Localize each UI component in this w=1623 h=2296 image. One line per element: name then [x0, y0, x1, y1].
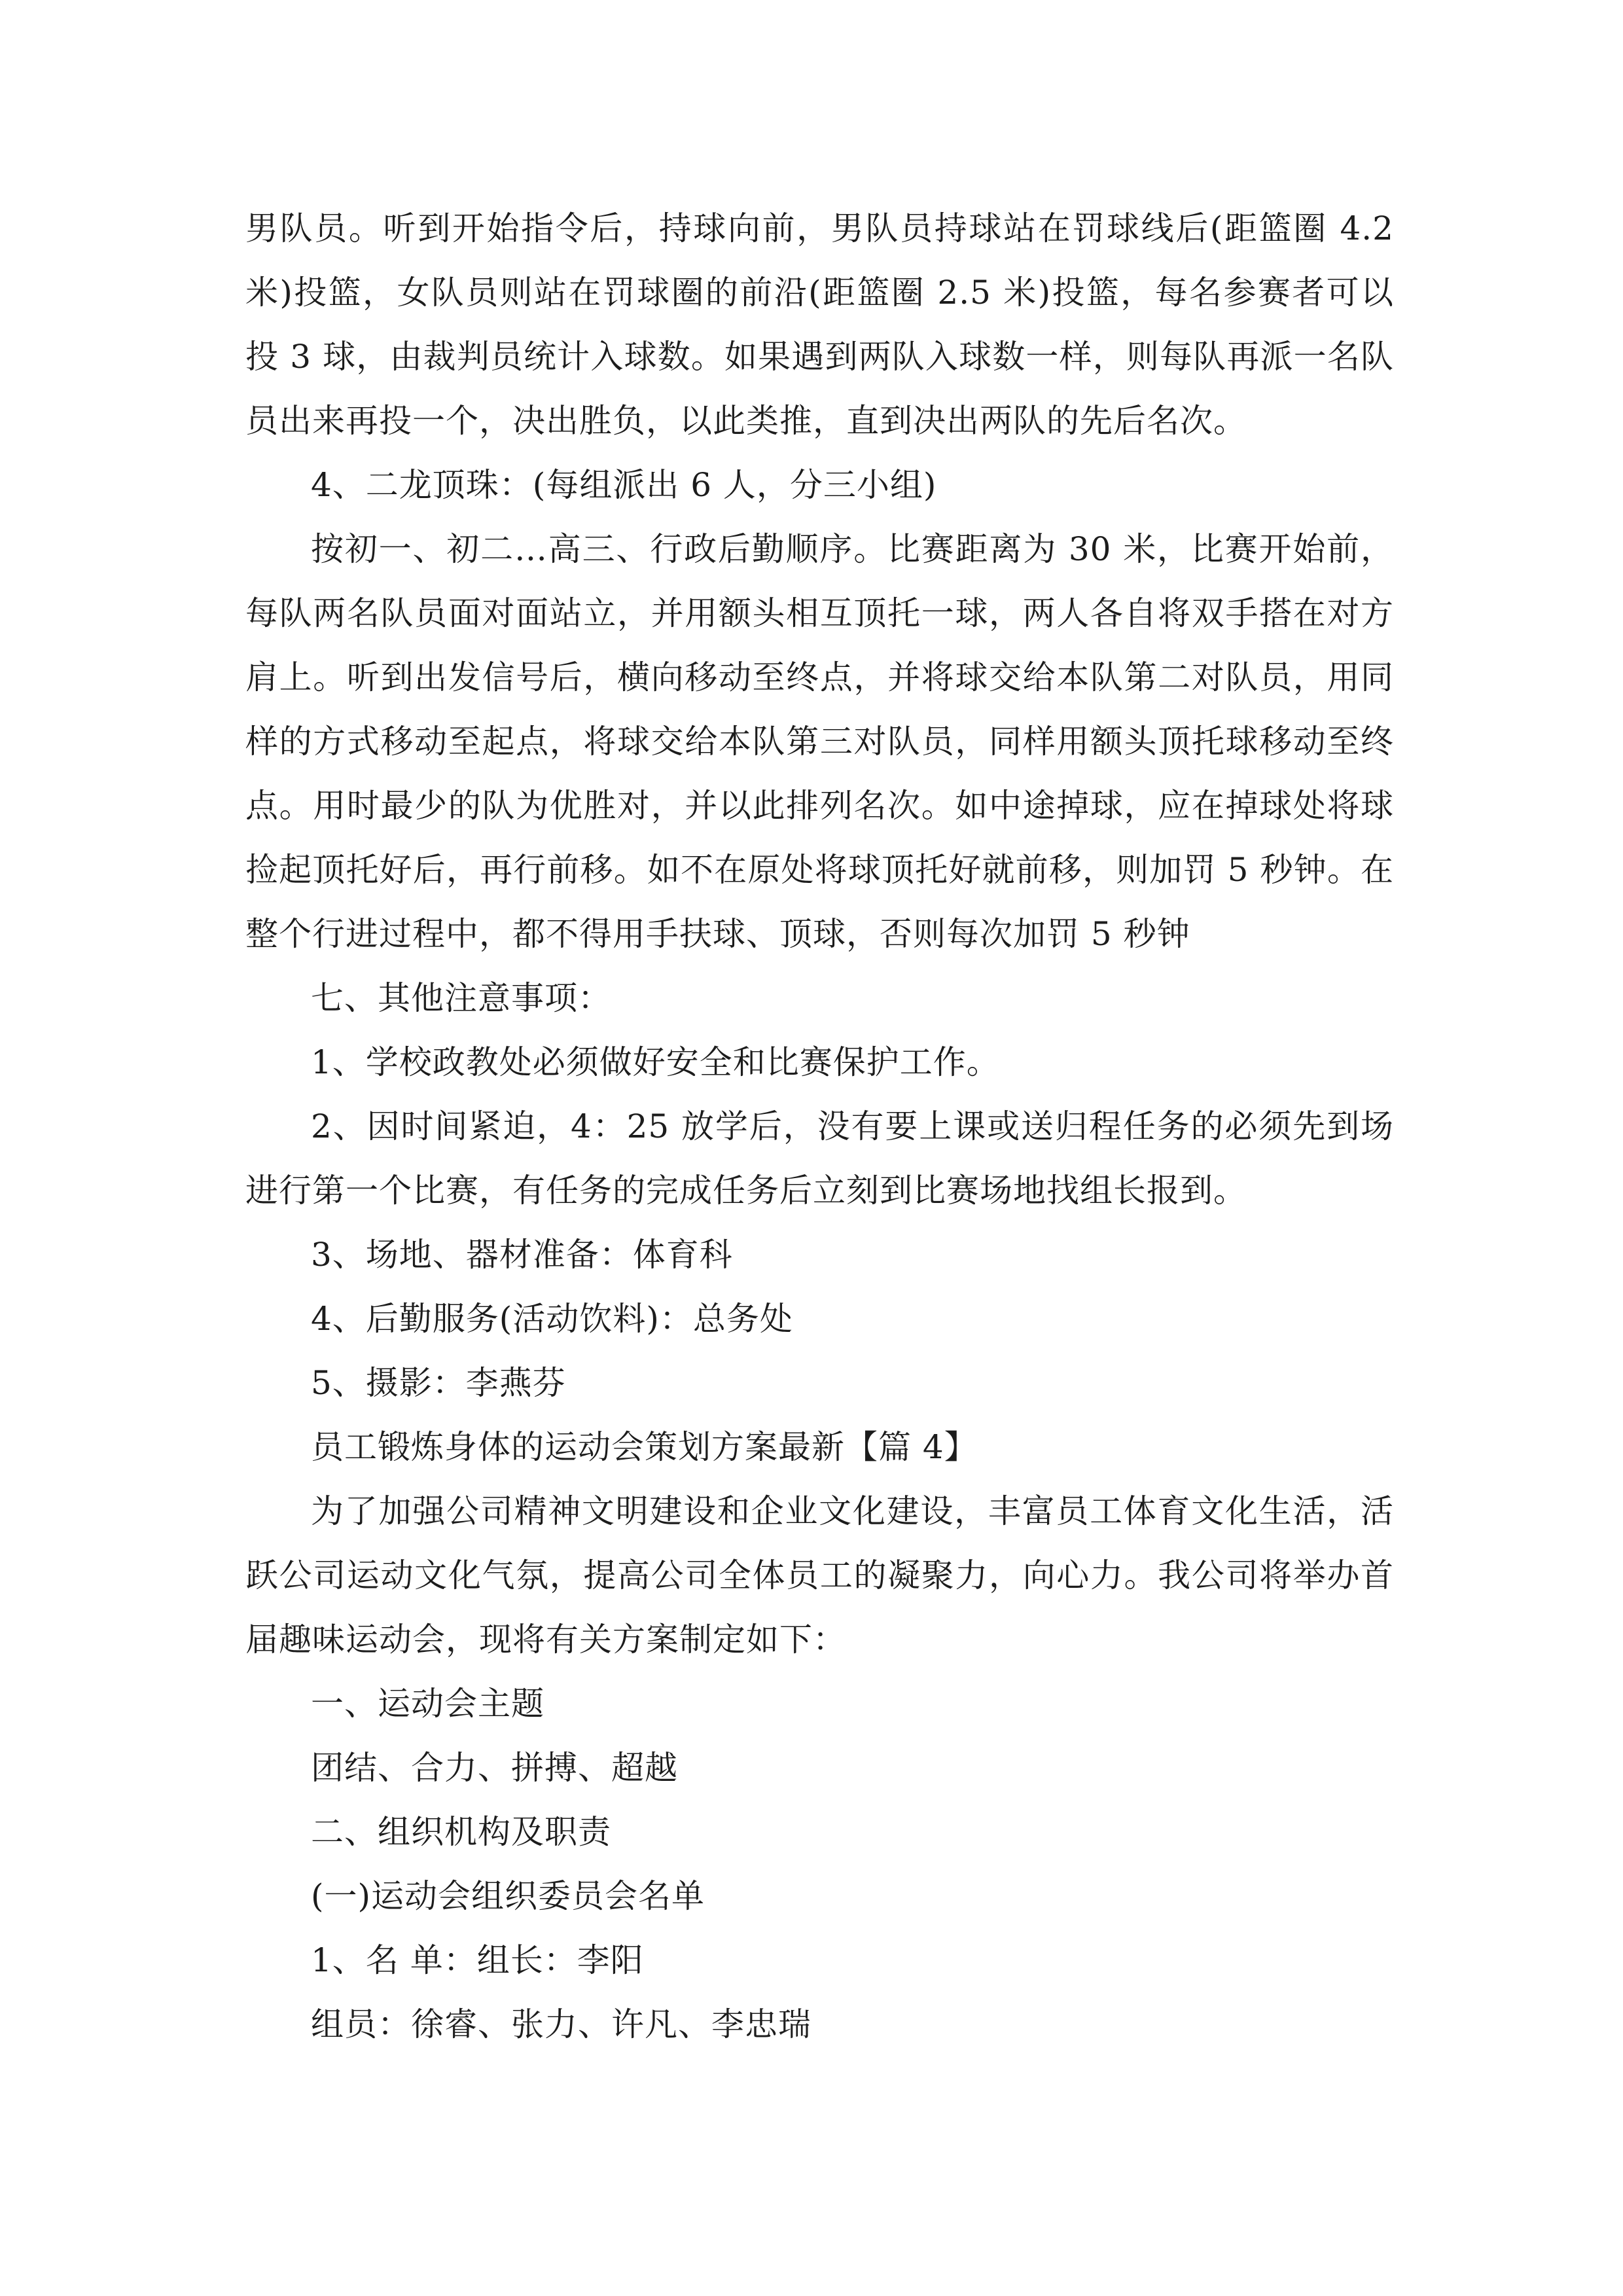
paragraph-event-4-title: 4、二龙顶珠：(每组派出 6 人，分三小组)	[311, 466, 937, 504]
list-item-note-5: 5、摄影：李燕芬	[311, 1364, 566, 1402]
paragraph-introduction: 为了加强公司精神文明建设和企业文化建设，丰富员工体育文化生活，活跃公司运动文化气氛，提高公司全体员工的凝聚力，向心力。我公司将举办首届趣味运动会，现将有关方案制定如下：	[245, 1492, 1394, 1659]
paragraph-event-4-rules: 按初一、初二…高三、行政后勤顺序。比赛距离为 30 米，比赛开始前，每队两名队员面对面站立，并用额头相互顶托一球，两人各自将双手搭在对方肩上。听到出发信号后，横向移动至终点，并将球交给本队第二对队员，用同样的方式移动至起点，将球交给本队第三对队员，同样用额头顶托球移动至终点。用时最少的队为优胜对，并以此排列名次。如中途掉球，应在掉球处将球捡起顶托好后，再行前移。如不在原处将球顶托好就前移，则加罚 5 秒钟。在整个行进过程中，都不得用手扶球、顶球，否则每次加罚 5 秒钟	[245, 530, 1394, 953]
list-item-committee-leader: 1、名 单：组长：李阳	[311, 1941, 644, 1979]
paragraph-theme-content: 团结、合力、拼搏、超越	[311, 1749, 678, 1787]
section-heading-theme: 一、运动会主题	[311, 1685, 544, 1723]
list-item-note-3: 3、场地、器材准备：体育科	[311, 1236, 733, 1274]
list-item-committee-members: 组员：徐睿、张力、许凡、李忠瑞	[311, 2005, 812, 2043]
list-item-note-2: 2、因时间紧迫，4：25 放学后，没有要上课或送归程任务的必须先到场进行第一个比赛，有任务的完成任务后立刻到比赛场地找组长报到。	[245, 1107, 1394, 1210]
section-heading-other-notes: 七、其他注意事项：	[311, 979, 611, 1017]
document-body	[245, 196, 1394, 2056]
list-item-note-1: 1、学校政教处必须做好安全和比赛保护工作。	[311, 1043, 1000, 1081]
paragraph-free-throw-rules: 男队员。听到开始指令后，持球向前，男队员持球站在罚球线后(距篮圈 4.2 米)投篮，女队员则站在罚球圈的前沿(距篮圈 2.5 米)投篮，每名参赛者可以投 3 球，由裁判员统计入球数。如果遇到两队入球数一样，则每队再派一名队员出来再投一个，决出胜负，以此类推，直到决出两队的先后名次。	[245, 209, 1394, 440]
section-heading-organization: 二、组织机构及职责	[311, 1813, 611, 1851]
list-item-note-4: 4、后勤服务(活动饮料)：总务处	[311, 1300, 793, 1338]
article-title-part-4: 员工锻炼身体的运动会策划方案最新【篇 4】	[311, 1428, 978, 1466]
subsection-heading-committee: (一)运动会组织委员会名单	[311, 1877, 705, 1915]
